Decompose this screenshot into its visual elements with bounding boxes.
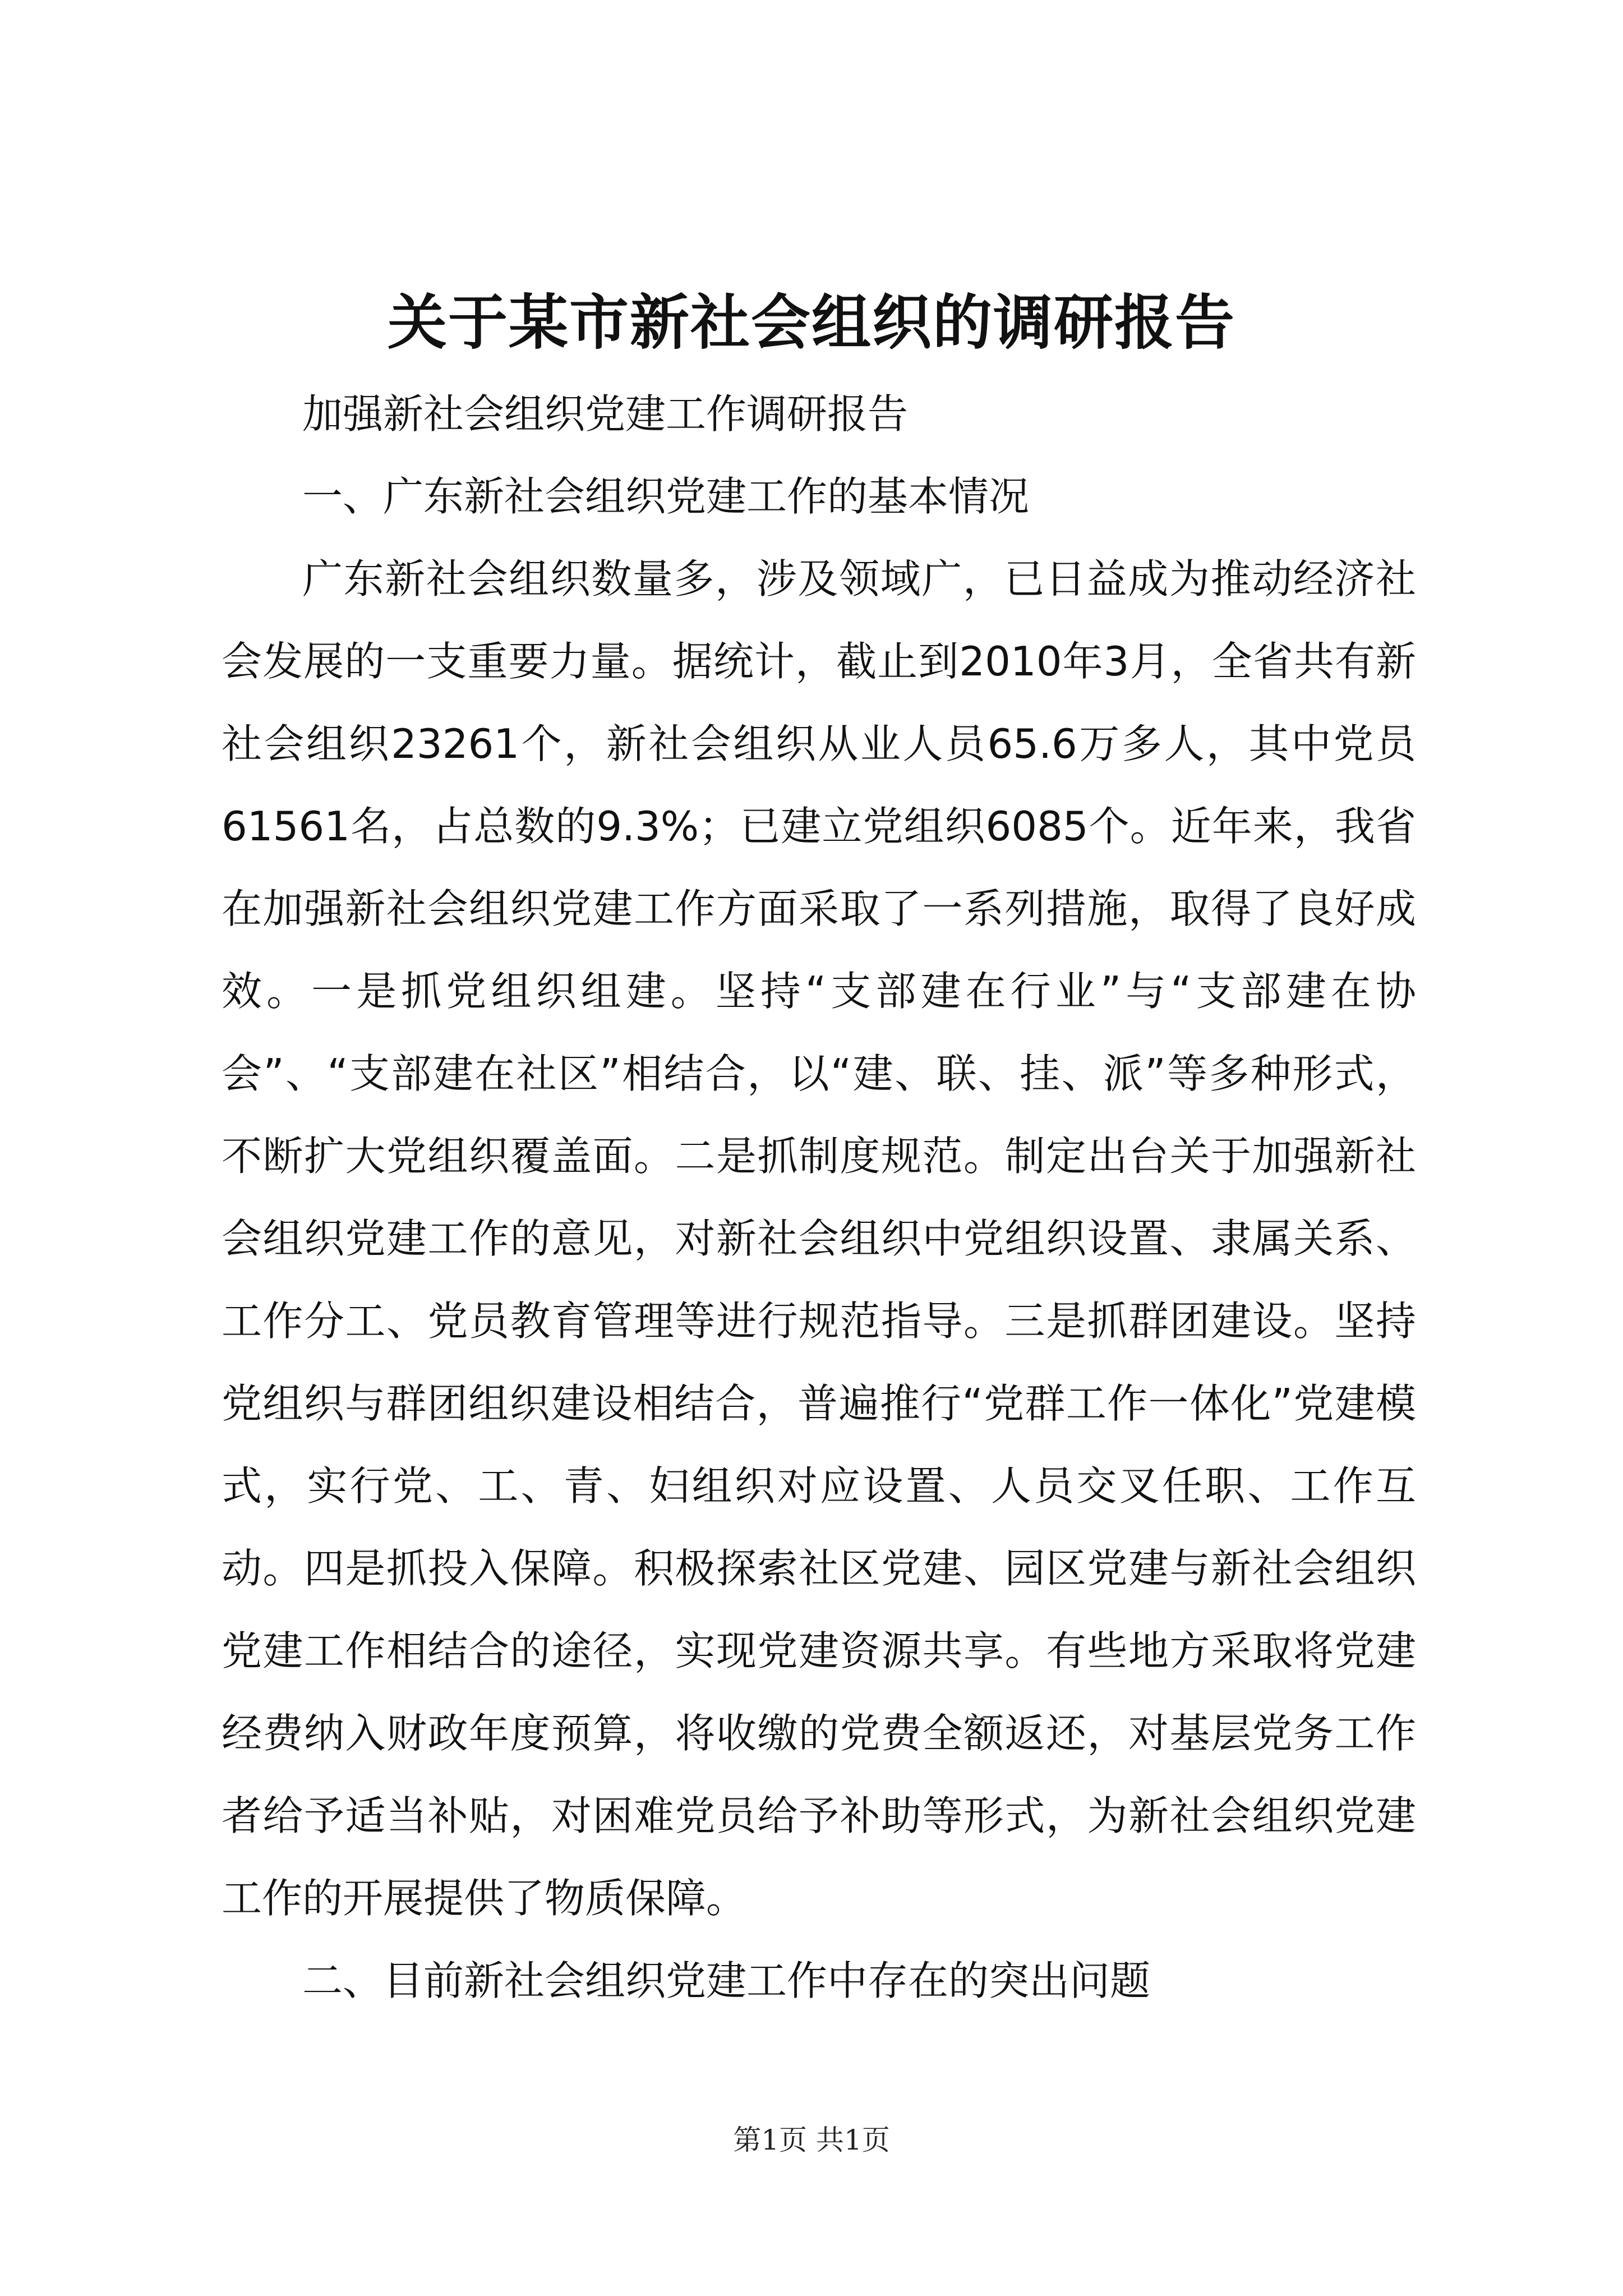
section-2-heading: 二、目前新社会组织党建工作中存在的突出问题	[302, 1957, 1151, 2004]
subtitle: 加强新社会组织党建工作调研报告	[302, 390, 909, 438]
section-1-paragraph: 广东新社会组织数量多，涉及领域广，已日益成为推动经济社会发展的一支重要力量。据统计，截止到2010年3月，全省共有新社会组织23261个，新社会组织从业人员65.6万多人，其中党员61561名，占总数的9.3%；已建立党组织6085个。近年来，我省在加强新社会组织党建工作方面采取了一系列措施，取得了良好成效。一是抓党组织组建。坚持“支部建在行业”与“支部建在协会”、“支部建在社区”相结合，以“建、联、挂、派”等多种形式，不断扩大党组织覆盖面。二是抓制度规范。制定出台关于加强新社会组织党建工作的意见，对新社会组织中党组织设置、隶属关系、工作分工、党员教育管理等进行规范指导。三是抓群团建设。坚持党组织与群团组织建设相结合，普遍推行“党群工作一体化”党建模式，实行党、工、青、妇组织对应设置、人员交叉任职、工作互动。四是抓投入保障。积极探索社区党建、园区党建与新社会组织党建工作相结合的途径，实现党建资源共享。有些地方采取将党建经费纳入财政年度预算，将收缴的党费全额返还，对基层党务工作者给予适当补贴，对困难党员给予补助等形式，为新社会组织党建工作的开展提供了物质保障。	[222, 555, 1416, 1922]
document-body	[222, 373, 1416, 2022]
document-title: 关于某市新社会组织的调研报告	[388, 287, 1235, 357]
page-footer: 第1页 共1页	[733, 2124, 890, 2156]
section-1-heading: 一、广东新社会组织党建工作的基本情况	[302, 473, 1030, 520]
